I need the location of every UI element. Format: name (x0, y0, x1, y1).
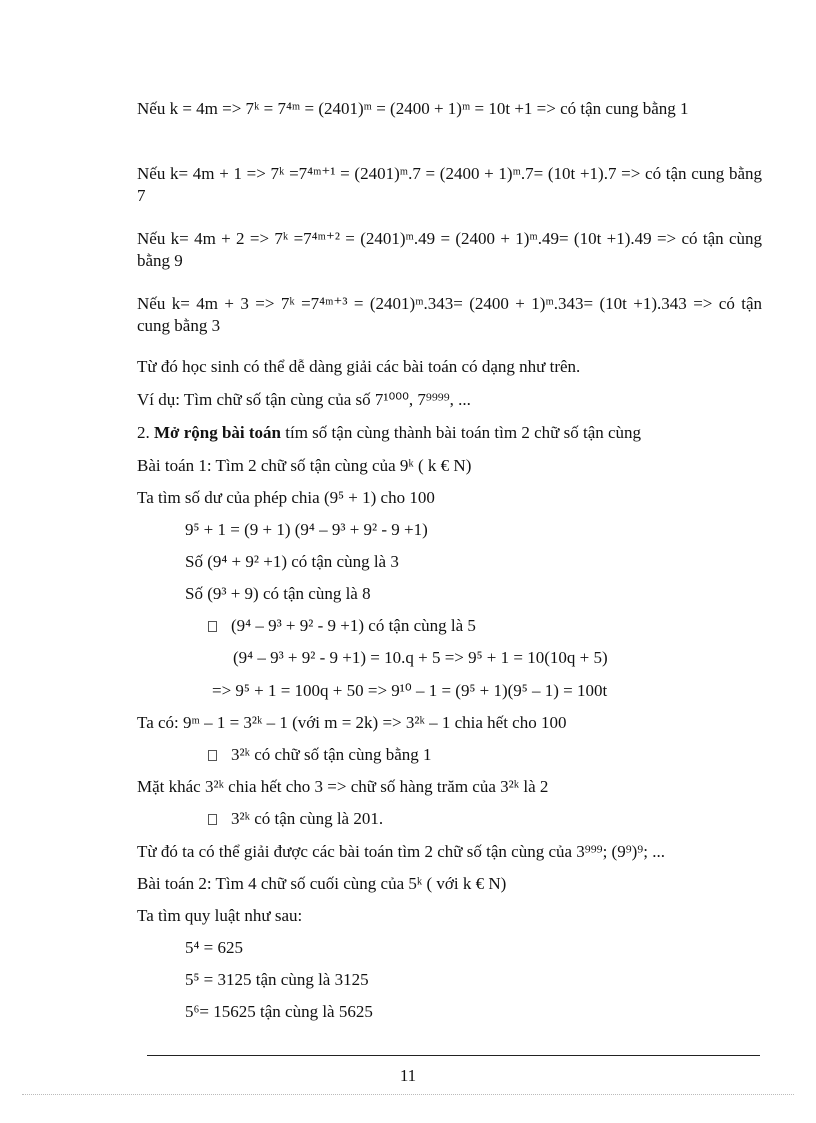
section-title-bold: Mở rộng bài toán (154, 423, 282, 442)
section-heading (137, 422, 762, 444)
equation-line-24: 5⁵ = 3125 tận cùng là 3125 (185, 970, 369, 989)
text-line-20: Từ đó ta có thể giải được các bài toán tìm 2 chữ số tận cùng của 3⁹⁹⁹; (9⁹)⁹; ... (137, 842, 665, 861)
text-line-1: Nếu k = 4m => 7ᵏ = 7⁴ᵐ = (2401)ᵐ = (2400 + 1)ᵐ = 10t +1 => có tận cung bằng 1 (137, 99, 689, 118)
text-line-5: Từ đó học sinh có thể dễ dàng giải các bài toán có dạng như trên. (137, 357, 581, 376)
equation-line-23: 5⁴ = 625 (185, 938, 244, 957)
problem-2-title: Bài toán 2: Tìm 4 chữ số cuối cùng của 5ᵏ ( với k € N) (137, 874, 507, 893)
bullet-line-17 (208, 744, 816, 766)
equation-line-10: 9⁵ + 1 = (9 + 1) (9⁴ – 9³ + 9² - 9 +1) (185, 520, 428, 539)
text-line-3: Nếu k= 4m + 2 => 7ᵏ =7⁴ᵐ⁺² = (2401)ᵐ.49 = (2400 + 1)ᵐ.49= (10t +1).49 => có tận cùng bằng 9 (137, 229, 762, 270)
section-number: 2. (137, 423, 150, 442)
text-line-2: Nếu k= 4m + 1 => 7ᵏ =7⁴ᵐ⁺¹ = (2401)ᵐ.7 = (2400 + 1)ᵐ.7= (10t +1).7 => có tận cung bằng 7 (137, 164, 762, 205)
bullet-text-13: (9⁴ – 9³ + 9² - 9 +1) có tận cùng là 5 (231, 616, 476, 635)
equation-line-14: (9⁴ – 9³ + 9² - 9 +1) = 10.q + 5 => 9⁵ + 1 = 10(10q + 5) (233, 648, 608, 667)
square-bullet-icon (208, 814, 217, 825)
square-bullet-icon (208, 750, 217, 761)
text-line-12: Số (9³ + 9) có tận cùng là 8 (185, 584, 371, 603)
bullet-line-13 (208, 615, 816, 637)
text-line-16: Ta có: 9ᵐ – 1 = 3²ᵏ – 1 (với m = 2k) => 3²ᵏ – 1 chia hết cho 100 (137, 713, 567, 732)
equation-line-15: => 9⁵ + 1 = 100q + 50 => 9¹⁰ – 1 = (9⁵ + 1)(9⁵ – 1) = 100t (212, 681, 608, 700)
text-line-22: Ta tìm quy luật như sau: (137, 906, 303, 925)
text-line-6: Ví dụ: Tìm chữ số tận cùng của số 7¹⁰⁰⁰, 7⁹⁹⁹⁹, ... (137, 390, 471, 409)
page-number: 11 (399, 1066, 417, 1085)
text-line-18: Mặt khác 3²ᵏ chia hết cho 3 => chữ số hàng trăm của 3²ᵏ là 2 (137, 777, 549, 796)
text-line-11: Số (9⁴ + 9² +1) có tận cùng là 3 (185, 552, 399, 571)
page-bottom-dotted-rule (22, 1094, 794, 1095)
section-title-rest: tím số tận cùng thành bài toán tìm 2 chữ số tận cùng (285, 423, 642, 442)
bullet-text-17: 3²ᵏ có chữ số tận cùng bằng 1 (231, 745, 432, 764)
bullet-text-19: 3²ᵏ có tận cùng là 201. (231, 809, 384, 828)
text-line-9: Ta tìm số dư của phép chia (9⁵ + 1) cho 100 (137, 488, 435, 507)
text-line-4: Nếu k= 4m + 3 => 7ᵏ =7⁴ᵐ⁺³ = (2401)ᵐ.343= (2400 + 1)ᵐ.343= (10t +1).343 => có tận cung bằng 3 (137, 294, 762, 335)
problem-1-title: Bài toán 1: Tìm 2 chữ số tận cùng của 9ᵏ ( k € N) (137, 456, 472, 475)
equation-line-25: 5⁶= 15625 tận cùng là 5625 (185, 1002, 373, 1021)
square-bullet-icon (208, 621, 217, 632)
footer-divider (147, 1055, 760, 1056)
bullet-line-19 (208, 808, 816, 830)
